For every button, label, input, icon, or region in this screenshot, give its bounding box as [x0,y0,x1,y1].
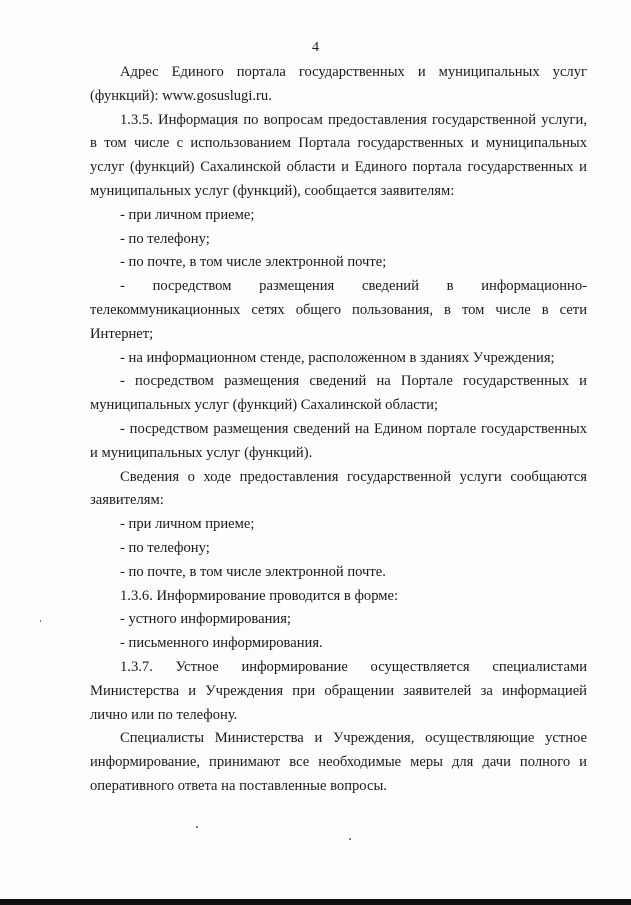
list-item-oral: - устного информирования; [120,611,291,628]
paragraph-progress-info: Сведения о ходе предоставления государственной услуги сообщаются заявителям: [90,468,587,509]
list-item-info-stand: - на информационном стенде, расположенном в зданиях Учреждения; [120,349,555,366]
paragraph-portal-address: Адрес Единого портала государственных и муниципальных услуг (функций): www.gosuslugi.ru. [90,64,587,104]
list-item-internet: - посредством размещения сведений в информационно-телекоммуникационных сетях общего пользования, в том числе в сети Интернет; [90,278,587,342]
list-item-phone-2: - по телефону; [120,539,210,556]
scan-speck [196,826,198,828]
list-item-personal-reception: - при личном приеме; [120,206,255,223]
list-item-personal-reception-2: - при личном приеме; [120,516,255,533]
paragraph-1-3-6: 1.3.6. Информирование проводится в форме: [120,587,399,604]
list-item-unified-portal: - посредством размещения сведений на Едином портале государственных и муниципальных услуг (функций). [90,420,587,461]
list-item-mail-2: - по почте, в том числе электронной почте. [120,563,386,580]
page-number: 4 [312,40,319,55]
scan-speck [40,620,41,622]
scan-speck [349,838,351,840]
paragraph-specialists: Специалисты Министерства и Учреждения, осуществляющие устное информирование, принимают все необходимые меры для дачи полного и оперативного ответа на поставленные вопросы. [90,730,587,794]
list-item-mail: - по почте, в том числе электронной почте; [120,254,387,271]
paragraph-1-3-7: 1.3.7. Устное информирование осуществляется специалистами Министерства и Учреждения при обращении заявителей за информацией лично или по телефону. [90,658,587,723]
document-body [90,61,587,799]
scan-bottom-edge [0,899,631,905]
list-item-regional-portal: - посредством размещения сведений на Портале государственных и муниципальных услуг (функций) Сахалинской области; [90,373,587,414]
paragraph-1-3-5: 1.3.5. Информация по вопросам предоставления государственной услуги, в том числе с использованием Портала государственных и муниципальных услуг (функций) Сахалинской области и Единого портала государственных и муниципальных услуг (функций), сообщается заявителям: [90,111,587,199]
list-item-phone: - по телефону; [120,230,210,247]
list-item-written: - письменного информирования. [120,635,323,652]
